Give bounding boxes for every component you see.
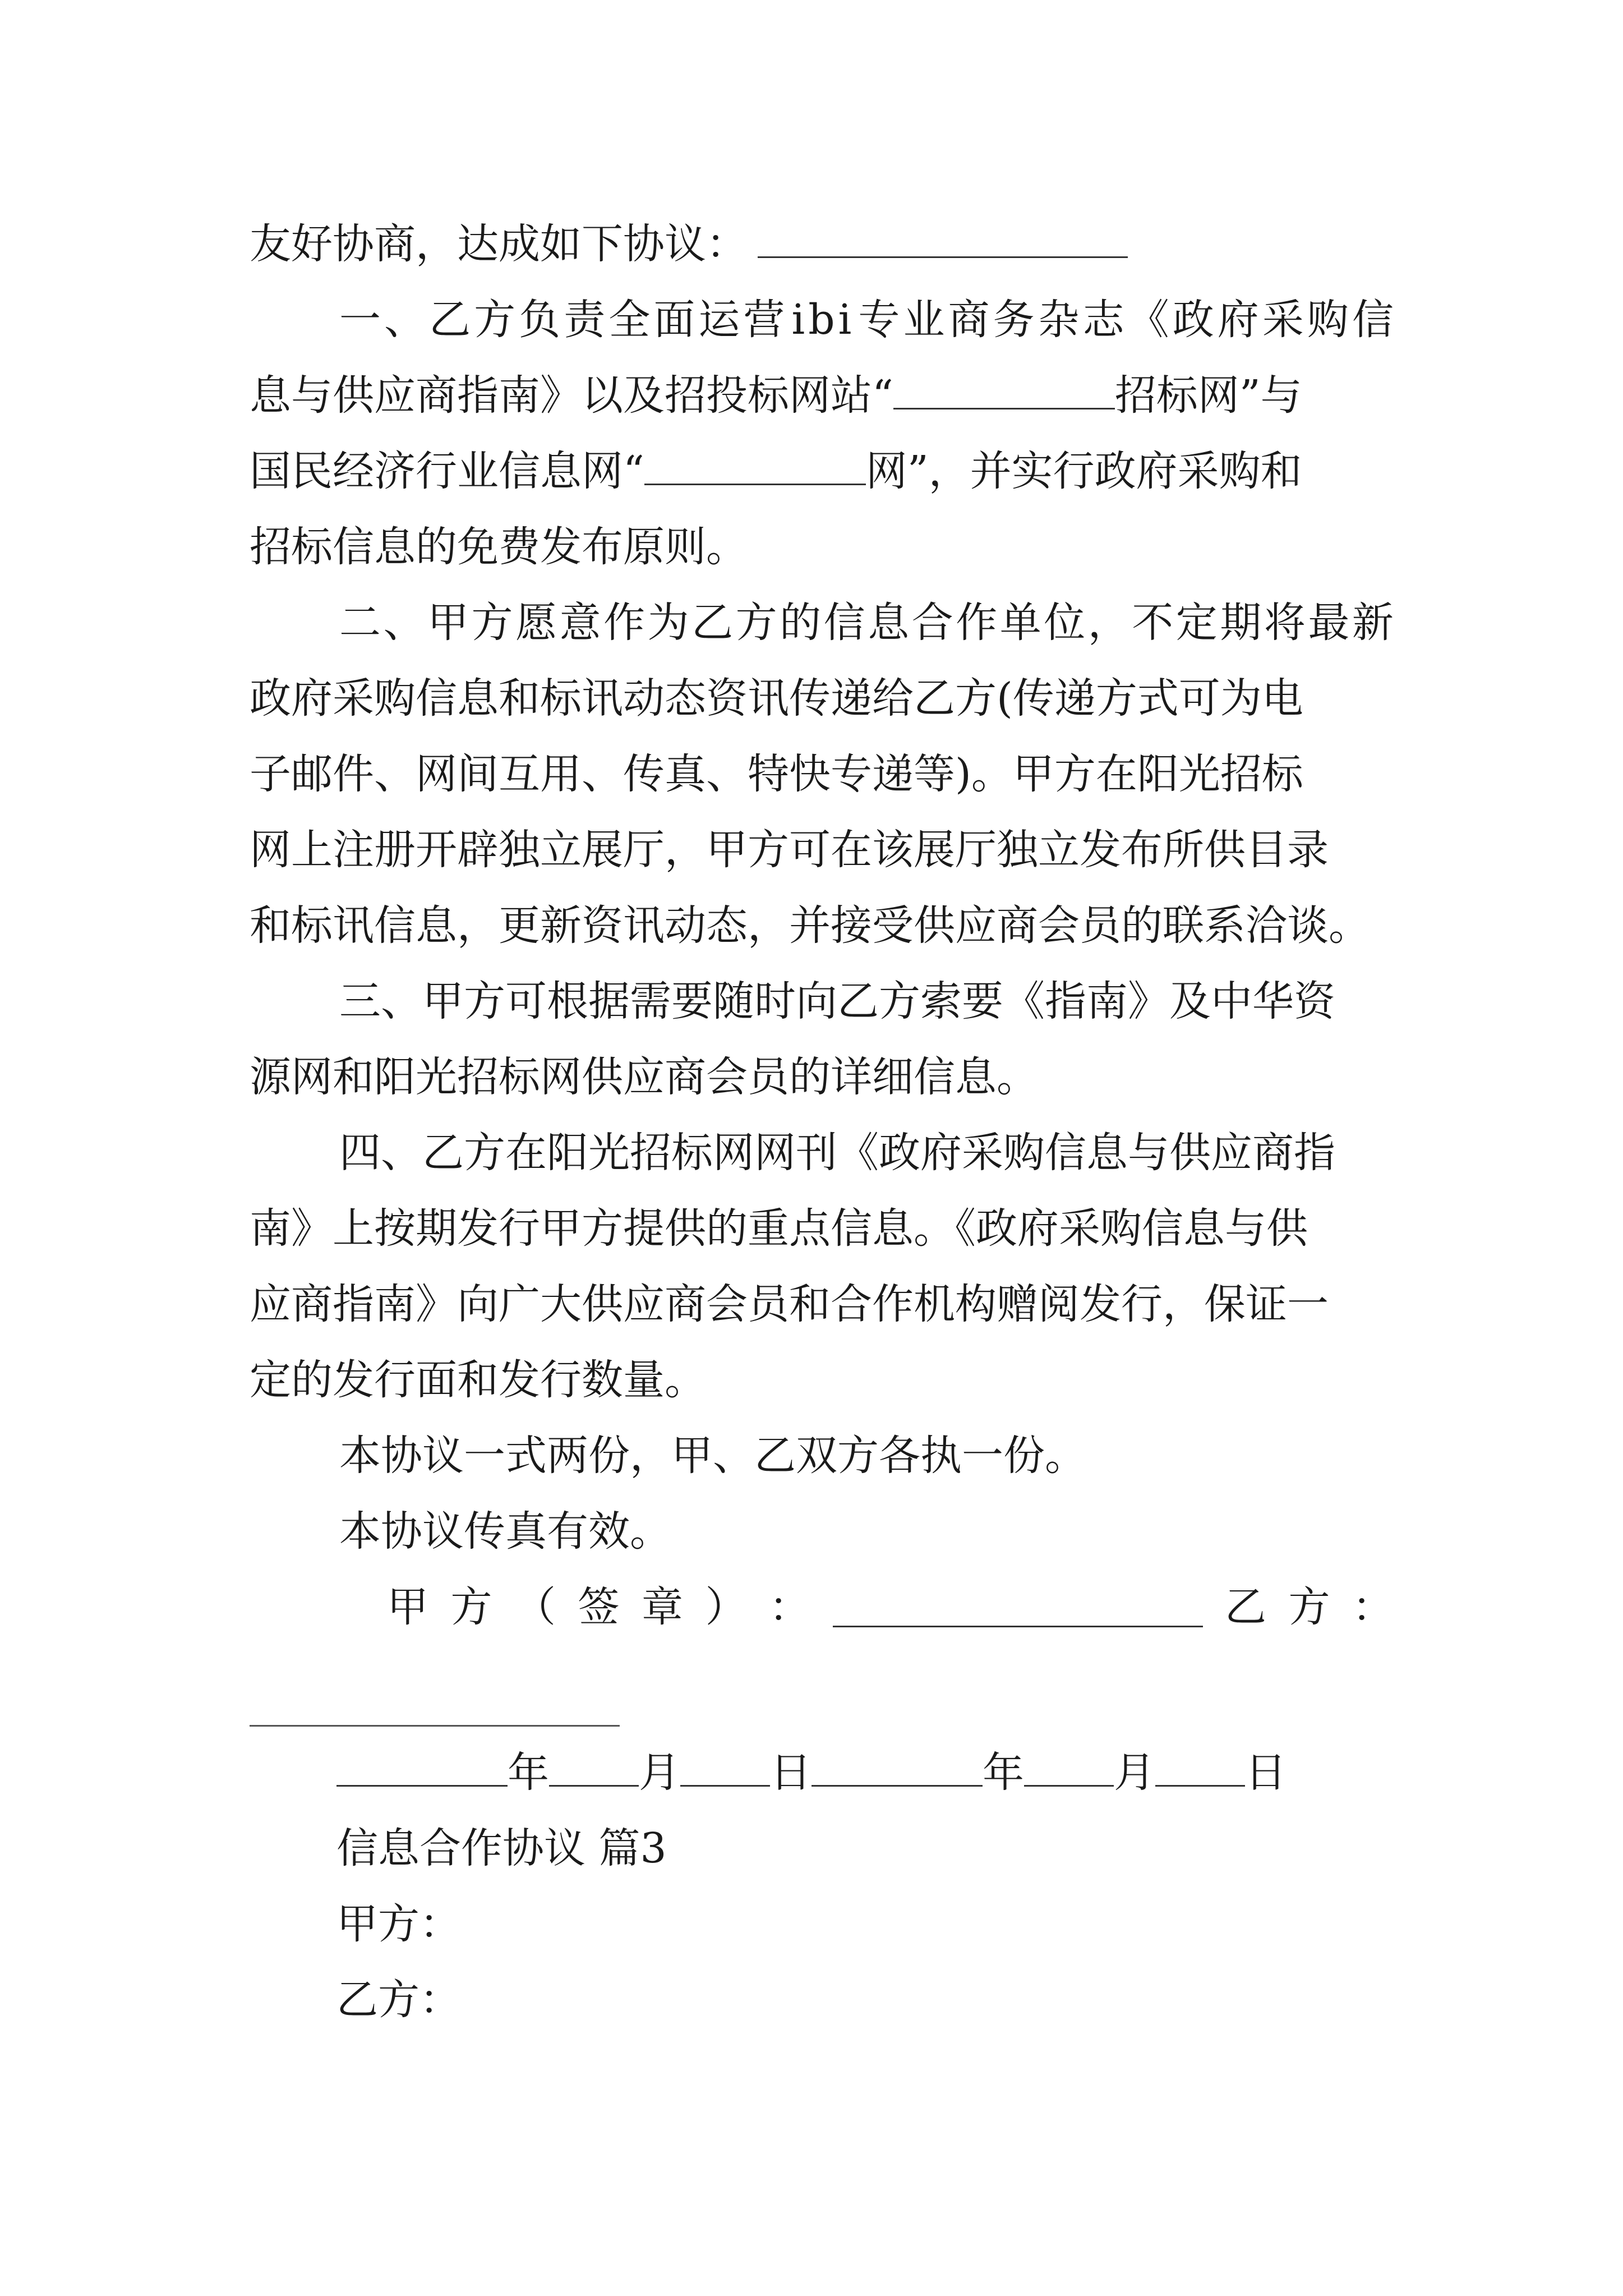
year-label-a: 年 (508, 1749, 549, 1797)
date-line (336, 1745, 1402, 1801)
party-b-label: 乙方： (336, 1976, 461, 2024)
clause2-line3: 子邮件、网间互用、传真、特快专递等)。甲方在阳光招标 (250, 750, 1303, 798)
month-label-a: 月 (639, 1749, 680, 1797)
clause2-line4: 网上注册开辟独立展厅，甲方可在该展厅独立发布所供目录 (250, 826, 1329, 874)
section-title: 信息合作协议 篇3 (336, 1824, 667, 1872)
clause4-line2: 南》上按期发行甲方提供的重点信息。《政府采购信息与供 (250, 1204, 1308, 1253)
sig-a-char: 方 (450, 1583, 492, 1631)
year-label-b: 年 (983, 1749, 1024, 1797)
sig-a-char: 章 (642, 1583, 683, 1631)
sig-a-char: 甲 (387, 1583, 428, 1631)
website-name-blank (893, 373, 1115, 409)
month-blank-a (549, 1750, 639, 1787)
copies-line: 本协议一式两份，甲、乙双方各执一份。 (339, 1432, 1086, 1480)
intro-text: 友好协商，达成如下协议： (250, 220, 748, 268)
signature-line (387, 1579, 1394, 1635)
sig-a-char: ： (769, 1583, 810, 1631)
day-blank-b (1155, 1750, 1245, 1787)
sig-b-char: 乙 (1225, 1583, 1266, 1631)
party-a-signature-blank (833, 1591, 1203, 1627)
clause3-line2: 源网和阳光招标网供应商会员的详细信息。 (250, 1053, 1038, 1101)
clause2-line5: 和标讯信息，更新资讯动态，并接受供应商会员的联系洽谈。 (250, 901, 1370, 950)
clause1-line4: 招标信息的免费发布原则。 (250, 523, 748, 571)
sig-a-char: 签 (578, 1583, 620, 1631)
party-a-label: 甲方： (336, 1900, 461, 1948)
day-blank-a (680, 1750, 770, 1787)
day-label-b: 日 (1245, 1749, 1287, 1797)
clause1-line1: 一 、 乙 方 负 责 全 面 运 营 i b i 专 业 商 务 杂 志 《 政 府 采 购 信 (339, 296, 1394, 344)
intro-line (250, 216, 1394, 272)
year-blank-b (811, 1750, 983, 1787)
clause1-line2: 息与供应商指南》以及招投标网站“ 招标网”与 (250, 371, 1302, 420)
clause1-line3: 国民经济行业信息网“ 网”，并实行政府采购和 (250, 447, 1302, 495)
month-blank-b (1024, 1750, 1114, 1787)
intro-blank (758, 222, 1128, 258)
day-label-a: 日 (770, 1749, 811, 1797)
clause4-line1: 四、乙方在阳光招标网网刊《政府采购信息与供应商指 (339, 1129, 1335, 1177)
clause2-line1: 二 、 甲 方 愿 意 作 为 乙 方 的 信 息 合 作 单 位 ， 不 定 期 将 最 新 (339, 599, 1394, 647)
fax-line: 本协议传真有效。 (339, 1507, 671, 1556)
sig-b-char: ： (1352, 1583, 1394, 1631)
sig-a-char: （ (514, 1583, 556, 1631)
sig-a-char: ） (705, 1583, 747, 1631)
clause2-line2: 政府采购信息和标讯动态资讯传递给乙方(传递方式可为电 (250, 674, 1303, 723)
clause4-line4: 定的发行面和发行数量。 (250, 1356, 706, 1404)
party-b-signature-blank (250, 1725, 620, 1727)
year-blank-a (336, 1750, 508, 1787)
month-label-b: 月 (1114, 1749, 1155, 1797)
clause3-line1: 三、甲方可根据需要随时向乙方索要《指南》及中华资 (339, 977, 1335, 1025)
network-name-blank (644, 449, 866, 485)
clause4-line3: 应商指南》向广大供应商会员和合作机构赠阅发行，保证一 (250, 1280, 1329, 1328)
sig-b-char: 方 (1288, 1583, 1330, 1631)
